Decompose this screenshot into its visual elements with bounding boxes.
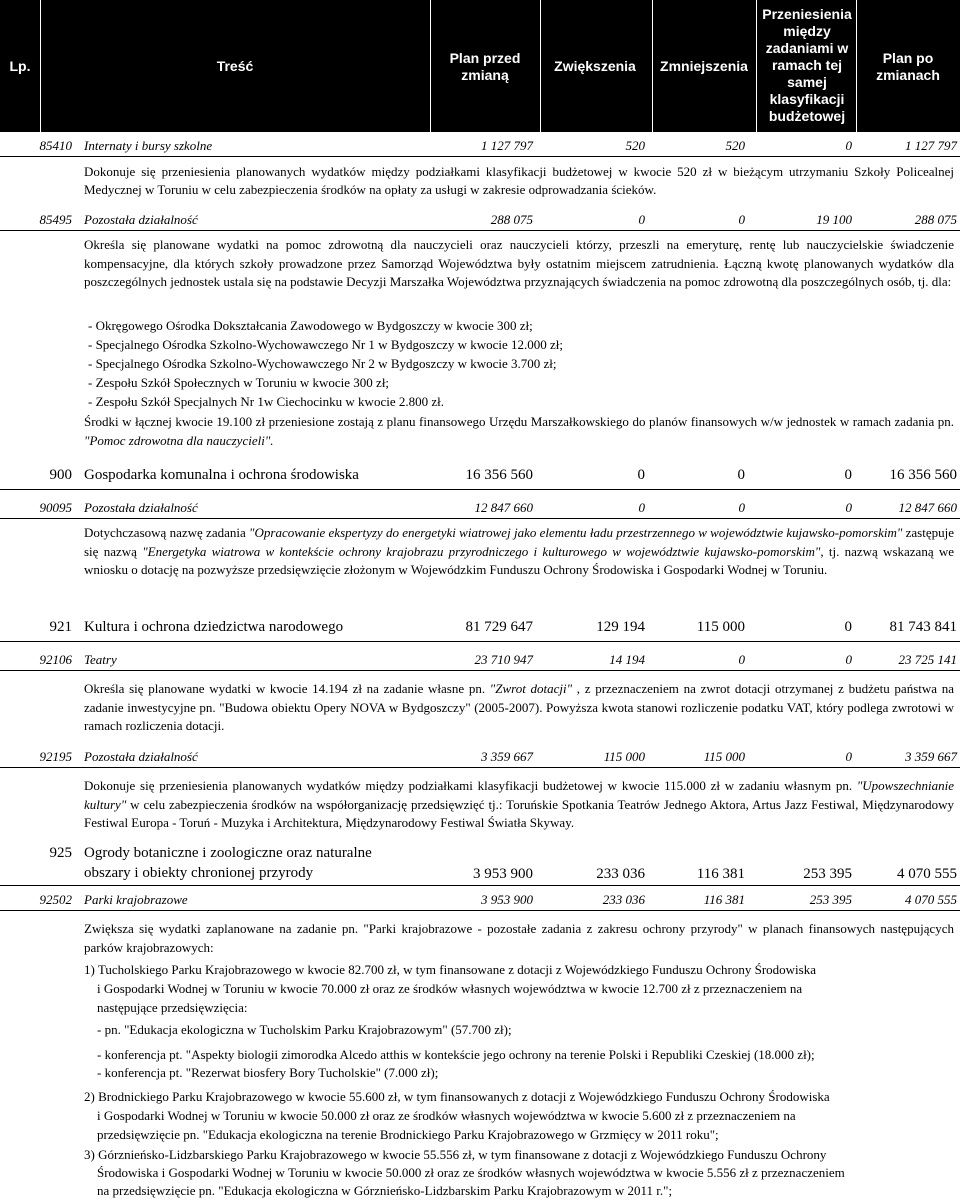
row-zwiekszenia: 115 000 — [603, 749, 645, 764]
list-item: - pn. "Edukacja ekologiczna w Tucholskim Parku Krajobrazowym" (57.700 zł); — [97, 1022, 512, 1037]
row-lp: 85495 — [39, 212, 72, 227]
description-85495-outro: Środki w łącznej kwocie 19.100 zł przeniesione zostają z planu finansowego Urzędu Marszałkowskiego do planów finansowych w/w jednostek w ramach zadania pn. "Pomoc zdrowotna dla nauczycieli". — [84, 414, 954, 448]
row-lp: 921 — [49, 619, 72, 635]
row-zmniejszenia: 0 — [738, 652, 745, 667]
header-lp: Lp. — [9, 58, 31, 74]
row-plan-przed: 1 127 797 — [481, 138, 533, 153]
row-plan-przed: 3 359 667 — [481, 749, 533, 764]
list-item: 1) Tucholskiego Parku Krajobrazowego w kwocie 82.700 zł, w tym finansowane z dotacji z Wojewódzkiego Funduszu Ochrony Środowiska — [84, 962, 816, 977]
description-92106: Określa się planowane wydatki w kwocie 14.194 zł na zadanie własne pn. "Zwrot dotacji" , z przeznaczeniem na zwrot dotacji otrzymanej z budżetu państwa na zadanie inwestycyjne pn. "Budowa obiektu Opery NOVA w Bydgoszczy" (2005-2007). Powyższa kwota stanowi rozliczenie podatku VAT, który podlega zwrotowi w ramach rozliczenia dotacji. — [84, 681, 954, 733]
row-przeniesienia: 19 100 — [816, 212, 852, 227]
description-85410: Dokonuje się przeniesienia planowanych wydatków między podziałkami klasyfikacji budżetowej w kwocie 520 zł w bieżącym utrzymaniu Szkoły Policealnej Medycznej w Toruniu w celu zabezpieczenia środków na opłaty za usługi w zakresie odprowadzania ścieków. — [84, 164, 954, 197]
row-name: Gospodarka komunalna i ochrona środowiska — [84, 467, 359, 483]
header-plan-po: Plan po zmianach — [876, 50, 940, 83]
row-zmniejszenia: 0 — [737, 467, 745, 483]
row-zmniejszenia: 116 381 — [703, 892, 745, 907]
row-przeniesienia: 0 — [845, 749, 852, 764]
row-plan-po: 4 070 555 — [905, 892, 957, 907]
row-lp: 92195 — [39, 749, 72, 764]
row-zwiekszenia: 233 036 — [602, 892, 645, 907]
list-item: - Specjalnego Ośrodka Szkolno-Wychowawczego Nr 2 w Bydgoszczy w kwocie 3.700 zł; — [88, 356, 557, 371]
row-plan-po: 4 070 555 — [897, 866, 957, 882]
row-zmniejszenia: 116 381 — [696, 866, 745, 882]
row-lp: 85410 — [39, 138, 72, 153]
list-item: - Okręgowego Ośrodka Dokształcania Zawodowego w Bydgoszczy w kwocie 300 zł; — [88, 318, 533, 333]
row-zwiekszenia: 0 — [638, 212, 645, 227]
row-lp: 92106 — [39, 652, 72, 667]
list-item: - konferencja pt. "Aspekty biologii zimorodka Alcedo atthis w kontekście jego ochrony na terenie Polski i Republiki Czeskiej (18.000 zł); — [97, 1047, 815, 1062]
header-przeniesienia: Przeniesienia między zadaniami w ramach tej samej klasyfikacji budżetowej — [762, 6, 852, 124]
row-zwiekszenia: 129 194 — [596, 619, 645, 635]
row-plan-przed: 12 847 660 — [474, 500, 533, 515]
list-item: - konferencja pt. "Rezerwat biosfery Bory Tucholskie" (7.000 zł); — [97, 1065, 439, 1080]
row-zwiekszenia: 520 — [625, 138, 645, 153]
row-name: Pozostała działalność — [84, 500, 198, 515]
row-lp: 90095 — [39, 500, 72, 515]
row-name: Pozostała działalność — [84, 212, 198, 227]
row-name-line1: Ogrody botaniczne i zoologiczne oraz naturalne — [84, 845, 372, 861]
list-item: Środowiska i Gospodarki Wodnej w Toruniu w kwocie 50.000 zł oraz ze środków własnych województwa w kwocie 5.556 zł z przeznaczeniem — [97, 1165, 845, 1180]
row-zwiekszenia: 0 — [638, 500, 645, 515]
row-przeniesienia: 0 — [845, 138, 852, 153]
row-zmniejszenia: 115 000 — [703, 749, 745, 764]
description-85495 — [84, 236, 954, 292]
row-plan-po: 81 743 841 — [889, 619, 957, 635]
table-header — [0, 0, 960, 132]
header-plan-przed: Plan przed zmianą — [449, 50, 521, 83]
row-zwiekszenia: 0 — [637, 467, 645, 483]
list-item: 2) Brodnickiego Parku Krajobrazowego w kwocie 55.600 zł, w tym finansowanych z dotacji z Wojewódzkiego Funduszu Ochrony Środowiska — [84, 1089, 830, 1104]
row-lp: 900 — [49, 467, 72, 483]
row-plan-po: 3 359 667 — [905, 749, 957, 764]
row-plan-po: 23 725 141 — [898, 652, 957, 667]
row-przeniesienia: 253 395 — [803, 866, 852, 882]
list-item: i Gospodarki Wodnej w Toruniu w kwocie 70.000 zł oraz ze środków własnych województwa w kwocie 12.700 zł z przeznaczeniem na — [97, 981, 803, 996]
row-name: Kultura i ochrona dziedzictwa narodowego — [84, 619, 344, 635]
row-plan-po: 1 127 797 — [905, 138, 957, 153]
row-plan-po: 288 075 — [914, 212, 957, 227]
list-item: - Zespołu Szkół Społecznych w Toruniu w kwocie 300 zł; — [88, 375, 390, 390]
row-zwiekszenia: 14 194 — [609, 652, 645, 667]
row-plan-przed: 3 953 900 — [473, 866, 533, 882]
row-name: Parki krajobrazowe — [84, 892, 188, 907]
row-name-line2: obszary i obiekty chronionej przyrody — [84, 865, 314, 881]
row-zmniejszenia: 0 — [738, 212, 745, 227]
list-item: następujące przedsięwzięcia: — [97, 1000, 248, 1015]
row-zmniejszenia: 0 — [738, 500, 745, 515]
row-przeniesienia: 253 395 — [809, 892, 852, 907]
row-zmniejszenia: 520 — [725, 138, 745, 153]
row-plan-przed: 16 356 560 — [465, 467, 533, 483]
row-name: Teatry — [84, 652, 117, 667]
row-plan-po: 16 356 560 — [889, 467, 957, 483]
row-przeniesienia: 0 — [844, 619, 852, 635]
description-92502-intro: Zwiększa się wydatki zaplanowane na zadanie pn. "Parki krajobrazowe - pozostałe zadania z zakresu ochrony przyrody" w planach finansowych następujących parków krajobrazowych: — [84, 921, 954, 955]
row-zwiekszenia: 233 036 — [596, 866, 645, 882]
list-item: na przedsięwzięcie pn. "Edukacja ekologiczna w Górznieńsko-Lidzbarskim Parku Krajobrazowym w 2011 r."; — [97, 1183, 673, 1198]
description-90095: Dotychczasową nazwę zadania "Opracowanie ekspertyzy do energetyki wiatrowej jako elementu ładu przestrzennego w województwie kujawsko-pomorskim" zastępuje się nazwą "Energetyka wiatrowa w kontekście ochrony krajobrazu przyrodniczego i kulturowego w województwie kujawsko-pomorskim", tj. nazwą wskazaną we wniosku o dotację na pozwyższe przedsięwzięcie złożonym w Wojewódzkim Funduszu Ochrony Środowiska i Gospodarki Wodnej w Toruniu. — [84, 525, 955, 577]
row-name: Pozostała działalność — [84, 749, 198, 764]
header-zwiekszenia: Zwiększenia — [554, 58, 636, 74]
row-przeniesienia: 0 — [844, 467, 852, 483]
row-zmniejszenia: 115 000 — [696, 619, 745, 635]
list-item: przedsięwzięcie pn. "Edukacja ekologiczna na terenie Brodnickiego Parku Krajobrazowego w Grzmięcy w 2011 roku"; — [97, 1127, 719, 1142]
row-plan-po: 12 847 660 — [898, 500, 957, 515]
list-item: - Specjalnego Ośrodka Szkolno-Wychowawczego Nr 1 w Bydgoszczy w kwocie 12.000 zł; — [88, 337, 564, 352]
row-plan-przed: 288 075 — [490, 212, 533, 227]
description-92195: Dokonuje się przeniesienia planowanych wydatków między podziałkami klasyfikacji budżetowej w kwocie 115.000 zł w zadaniu własnym pn. "Upowszechnianie kultury" w celu zabezpieczenia środków na współorganizację przedsięwzięć tj.: Toruńskie Spotkania Teatrów Jednego Aktora, Artus Jazz Festiwal, Międzynarodowy Festiwal Europa - Toruń - Muzyka i Architektura, Międzynarodowy Festiwal Światła Skyway. — [84, 778, 954, 830]
list-item: - Zespołu Szkół Specjalnych Nr 1w Ciechocinku w kwocie 2.800 zł. — [88, 394, 444, 409]
desc-intro: Określa się planowane wydatki na pomoc zdrowotną dla nauczycieli oraz nauczycieli którzy, przeszli na emeryturę, rentę lub nauczycielskie świadczenie kompensacyjne, dla których szkoły prowadzone przez Samorząd Województwa były ostatnim miejscem zatrudnienia. Łączną kwotę planowanych wydatków dla poszczególnych jednostek ustala się na podstawie Decyzji Marszałka Województwa przyznających świadczenia na pomoc zdrowotną dla poszczególnych osób, tj. dla: — [84, 237, 954, 289]
row-przeniesienia: 0 — [845, 500, 852, 515]
row-plan-przed: 3 953 900 — [481, 892, 533, 907]
table-row — [0, 845, 960, 885]
row-lp: 92502 — [39, 892, 72, 907]
header-tresc: Treść — [216, 58, 254, 74]
list-item: i Gospodarki Wodnej w Toruniu w kwocie 50.000 zł oraz ze środków własnych województwa w kwocie 5.600 zł z przeznaczeniem na — [97, 1108, 796, 1123]
row-lp: 925 — [49, 845, 72, 861]
header-zmniejszenia: Zmniejszenia — [660, 58, 748, 74]
row-plan-przed: 81 729 647 — [465, 619, 533, 635]
row-przeniesienia: 0 — [845, 652, 852, 667]
row-plan-przed: 23 710 947 — [474, 652, 533, 667]
row-name: Internaty i bursy szkolne — [84, 138, 213, 153]
list-item: 3) Górznieńsko-Lidzbarskiego Parku Krajobrazowego w kwocie 55.556 zł, w tym finansowane z dotacji z Wojewódzkiego Funduszu Ochrony — [84, 1147, 827, 1162]
